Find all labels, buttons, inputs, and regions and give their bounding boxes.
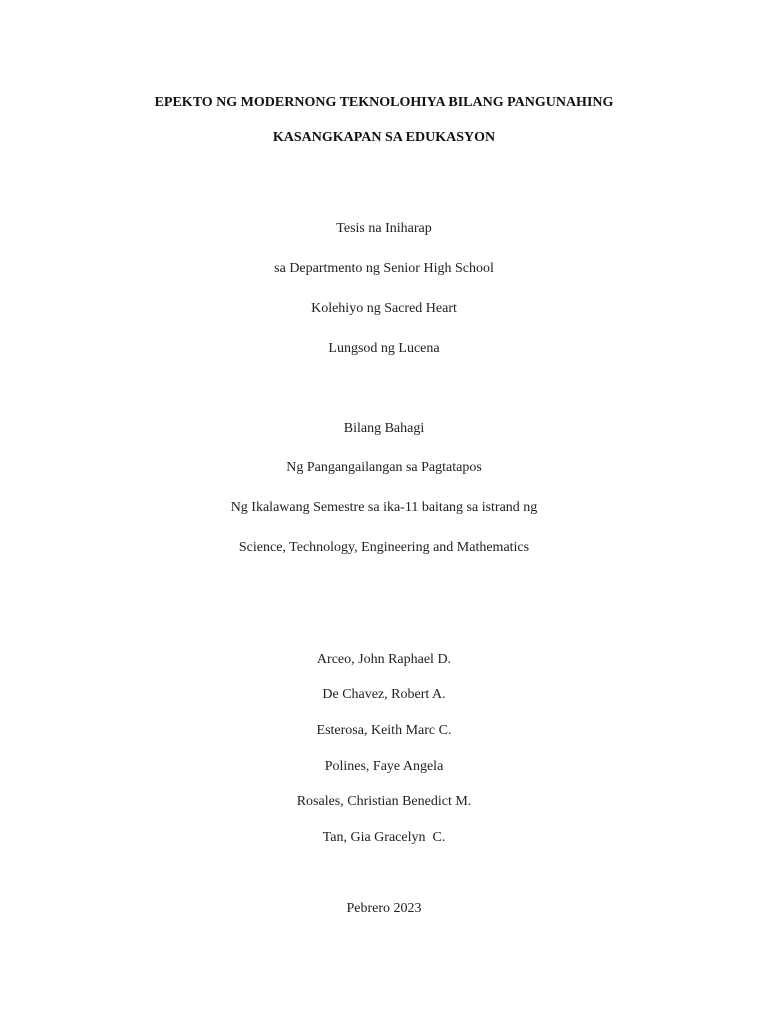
requirement-line: Ng Pangangailangan sa Pagtatapos [286,460,482,475]
thesis-title-line-2: KASANGKAPAN SA EDUKASYON [272,130,496,145]
requirement-line: Ng Ikalawang Semestre sa ika-11 baitang sa istrand ng [230,500,538,515]
author-name: Arceo, John Raphael D. [316,652,452,667]
author-name: De Chavez, Robert A. [322,687,446,702]
author-name: Rosales, Christian Benedict M. [296,794,472,809]
thesis-title-line-1: EPEKTO NG MODERNONG TEKNOLOHIYA BILANG PANGUNAHING [154,95,614,110]
author-name: Tan, Gia Gracelyn C. [322,830,446,845]
submission-line: sa Departmento ng Senior High School [274,261,494,276]
requirement-line: Bilang Bahagi [343,421,425,436]
author-name: Polines, Faye Angela [324,759,444,774]
submission-line: Lungsod ng Lucena [328,341,440,356]
requirement-line: Science, Technology, Engineering and Mathematics [238,540,530,555]
submission-date: Pebrero 2023 [346,901,422,916]
submission-line: Kolehiyo ng Sacred Heart [311,301,457,316]
submission-line: Tesis na Iniharap [336,221,432,236]
author-name: Esterosa, Keith Marc C. [316,723,452,738]
